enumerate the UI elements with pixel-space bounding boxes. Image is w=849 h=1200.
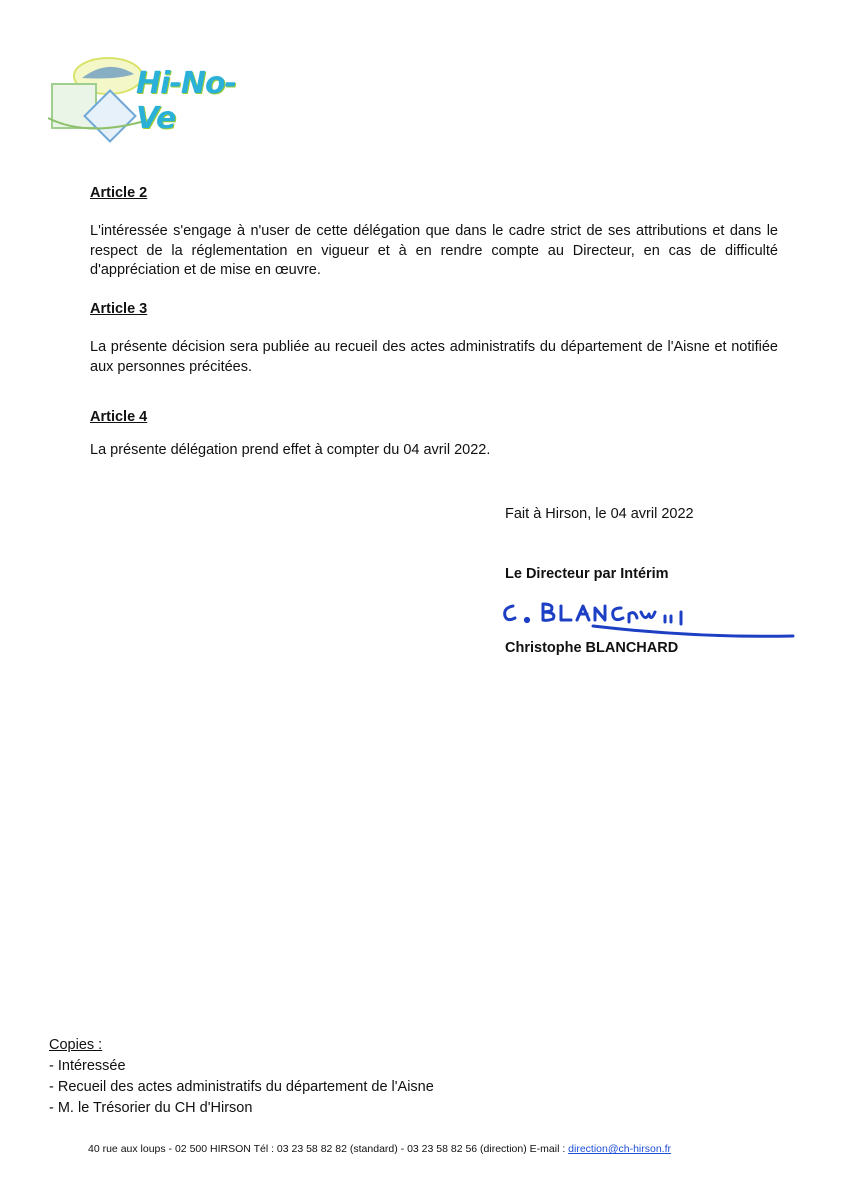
signatory-role: Le Directeur par Intérim (505, 566, 669, 582)
copies-item: - M. le Trésorier du CH d'Hirson (49, 1100, 253, 1116)
article-2-text: L'intéressée s'engage à n'user de cette délégation que dans le cadre strict de ses attributions et dans le respect de la réglementation en vigueur et à en rendre compte au Directeur, en cas de difficulté d'appréciation et de mise en œuvre. (90, 223, 778, 278)
signatory-name: Christophe BLANCHARD (505, 640, 679, 656)
article-3-title: Article 3 (90, 301, 148, 317)
article-3-text: La présente décision sera publiée au recueil des actes administratifs du département de l'Aisne et notifiée aux personnes précitées. (90, 339, 778, 375)
copies-item: - Recueil des actes administratifs du département de l'Aisne (49, 1079, 434, 1095)
footer-address: 40 rue aux loups - 02 500 HIRSON Tél : 03 23 58 82 82 (standard) - 03 23 58 82 56 (direction) E-mail : (88, 1143, 569, 1155)
place-date: Fait à Hirson, le 04 avril 2022 (505, 506, 694, 522)
copies-title: Copies : (49, 1037, 103, 1053)
hinove-logo (48, 48, 268, 148)
handwritten-signature (495, 598, 800, 646)
copies-list (49, 1035, 434, 1119)
footer (88, 1143, 671, 1155)
copies-item: - Intéressée (49, 1058, 126, 1074)
article-2-title: Article 2 (90, 185, 148, 201)
footer-email-link[interactable]: direction@ch-hirson.fr (568, 1143, 672, 1155)
article-4-title: Article 4 (90, 409, 148, 425)
article-4-text: La présente délégation prend effet à compter du 04 avril 2022. (90, 442, 491, 458)
logo-text: Hi-No-Ve (136, 66, 237, 136)
